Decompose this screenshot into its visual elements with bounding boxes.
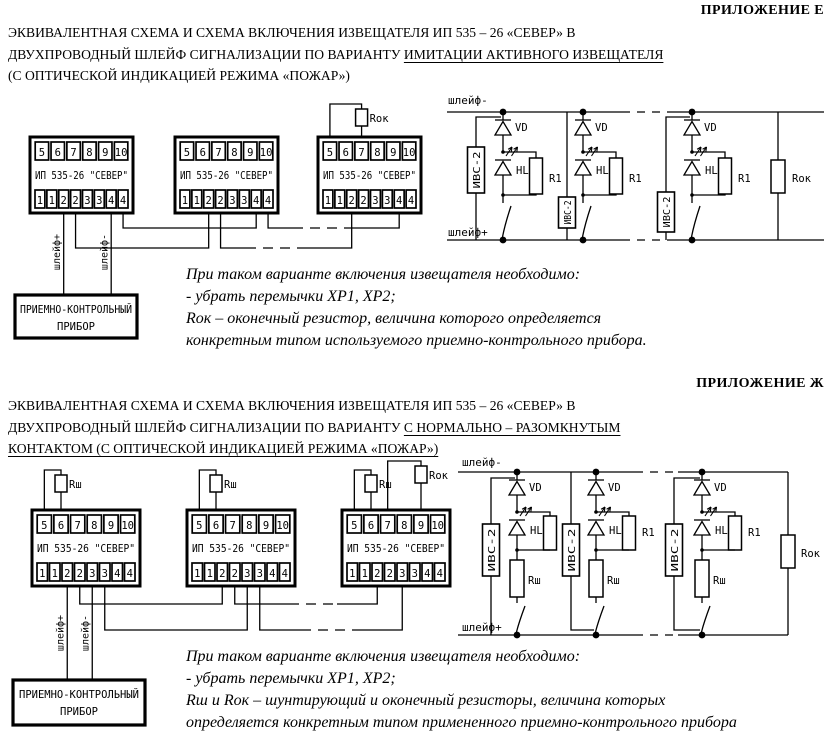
led-arrow-head bbox=[604, 507, 605, 511]
terminal-number: 7 bbox=[229, 520, 236, 532]
detector-terminal-block bbox=[175, 137, 278, 213]
component-label: HL bbox=[516, 165, 529, 177]
terminal-number: 3 bbox=[96, 195, 103, 207]
detector-terminal-block bbox=[318, 137, 421, 213]
resistor-box bbox=[55, 475, 67, 492]
resistor-box bbox=[771, 160, 785, 193]
equivalent-circuit-cell bbox=[694, 469, 761, 639]
ivs-label: ИВС-2 bbox=[562, 194, 574, 225]
wire bbox=[666, 117, 690, 192]
resistor-label: Rок bbox=[429, 470, 448, 482]
component-label: VD bbox=[529, 482, 542, 494]
detector-terminal-block bbox=[30, 137, 133, 213]
resistor-box bbox=[781, 535, 795, 568]
resistor-box bbox=[623, 516, 636, 550]
terminal-number: 2 bbox=[348, 195, 355, 207]
terminal-number: 1 bbox=[349, 568, 356, 580]
title-line: (С ОПТИЧЕСКОЙ ИНДИКАЦИЕЙ РЕЖИМА «ПОЖАР») bbox=[8, 68, 350, 84]
component-label: VD bbox=[608, 482, 621, 494]
terminal-number: 4 bbox=[396, 195, 403, 207]
led-arrow-head bbox=[710, 507, 711, 511]
wire-label: шлейф- bbox=[99, 233, 111, 271]
terminal-number: 10 bbox=[402, 147, 416, 159]
loop-label: шлейф+ bbox=[448, 226, 488, 239]
led-arrow-head bbox=[525, 507, 526, 511]
ivs-unit bbox=[666, 478, 701, 630]
vd-diode-triangle bbox=[684, 122, 700, 136]
terminal-number: 9 bbox=[247, 147, 254, 159]
terminal-number: 3 bbox=[84, 195, 91, 207]
equivalent-circuit-cell bbox=[509, 469, 557, 639]
wire-label: шлейф- bbox=[80, 614, 92, 652]
terminal-number: 10 bbox=[114, 147, 128, 159]
switch-blade bbox=[702, 606, 711, 632]
terminal-number: 5 bbox=[326, 147, 334, 159]
terminal-number: 6 bbox=[54, 147, 61, 159]
note-line: Rш и Rок – шунтирующий и оконечный резисторы, величина которых bbox=[186, 692, 666, 709]
hl-led-triangle bbox=[588, 522, 604, 536]
resistor-bridge bbox=[330, 104, 389, 137]
note-line: Rок – оконечный резистор, величина которого определяется bbox=[186, 310, 602, 327]
terminal-number: 4 bbox=[126, 568, 133, 580]
terminal-number: 1 bbox=[193, 195, 200, 207]
resistor-box bbox=[210, 475, 222, 492]
terminal-number: 4 bbox=[281, 568, 288, 580]
terminal-number: 3 bbox=[256, 568, 263, 580]
detector-terminal-block bbox=[342, 510, 450, 586]
ivs-label: ИВС-2 bbox=[566, 541, 578, 572]
switch-blade bbox=[583, 206, 592, 237]
resistor-label: Rш bbox=[69, 479, 82, 491]
component-label: VD bbox=[704, 122, 717, 134]
component-label: VD bbox=[515, 122, 528, 134]
junction-dot bbox=[689, 237, 696, 244]
appendix-e-title bbox=[8, 22, 663, 87]
vd-diode-triangle bbox=[588, 482, 604, 496]
hl-led-triangle bbox=[694, 522, 710, 536]
terminal-number: 4 bbox=[108, 195, 115, 207]
note-line: конкретным типом используемого приемно-контрольного прибора. bbox=[186, 332, 647, 349]
loop-label: шлейф- bbox=[448, 94, 488, 107]
ivs-label: ИВС-2 bbox=[471, 158, 483, 189]
appendix-e-notes bbox=[186, 264, 647, 352]
ivs-label: ИВС-2 bbox=[661, 197, 673, 228]
terminal-number: 5 bbox=[351, 520, 358, 532]
led-arrow-head bbox=[597, 147, 598, 151]
switch-blade bbox=[503, 206, 512, 237]
resistor-bridge bbox=[44, 470, 81, 510]
panel-outline bbox=[13, 680, 145, 725]
wire bbox=[235, 586, 289, 604]
terminal-number: 7 bbox=[215, 147, 222, 159]
vd-diode-triangle bbox=[575, 122, 591, 136]
detector-model-label: ИП 535-26 "СЕВЕР" bbox=[323, 169, 416, 182]
terminal-number: 2 bbox=[60, 195, 67, 207]
hl-led-triangle bbox=[575, 162, 591, 176]
junction-dot bbox=[580, 237, 587, 244]
wire bbox=[123, 213, 256, 228]
terminal-number: 3 bbox=[241, 195, 248, 207]
terminal-number: 9 bbox=[102, 147, 109, 159]
terminal-number: 1 bbox=[206, 568, 213, 580]
detector-model-label: ИП 535-26 "СЕВЕР" bbox=[347, 542, 445, 555]
loop-label: шлейф- bbox=[462, 456, 502, 469]
note-line: определяется конкретным типом примененного приемно-контрольного прибора bbox=[186, 714, 737, 731]
terminal-number: 2 bbox=[64, 568, 71, 580]
title-line bbox=[8, 417, 620, 439]
led-arrow-head bbox=[610, 507, 611, 511]
switch-blade bbox=[692, 206, 701, 237]
resistor-box bbox=[510, 560, 524, 597]
panel-label: ПРИБОР bbox=[60, 706, 98, 718]
terminal-number: 2 bbox=[219, 568, 226, 580]
title-line-part: ДВУХПРОВОДНЫЙ ШЛЕЙФ СИГНАЛИЗАЦИИ ПО ВАРИАНТУ bbox=[8, 419, 404, 435]
terminal-number: 2 bbox=[76, 568, 83, 580]
vd-diode-triangle bbox=[694, 482, 710, 496]
component-label: HL bbox=[596, 165, 609, 177]
equivalent-circuit-cell bbox=[575, 109, 642, 244]
resistor-box bbox=[695, 560, 709, 597]
wire-label: шлейф+ bbox=[55, 614, 67, 652]
component-label: HL bbox=[530, 525, 543, 537]
terminal-number: 8 bbox=[86, 147, 93, 159]
appendix-zh-title bbox=[8, 395, 620, 460]
led-arrow-head bbox=[517, 147, 518, 151]
title-line-underlined: ИМИТАЦИИ АКТИВНОГО ИЗВЕЩАТЕЛЯ bbox=[403, 46, 664, 62]
wire bbox=[348, 213, 399, 228]
terminal-number: 8 bbox=[91, 520, 98, 532]
terminal-number: 2 bbox=[72, 195, 79, 207]
wire bbox=[491, 478, 515, 524]
terminal-number: 9 bbox=[107, 520, 115, 532]
resistor-bridge bbox=[199, 470, 236, 510]
resistor-label: Rш bbox=[607, 575, 620, 587]
terminal-number: 7 bbox=[384, 520, 391, 532]
resistor-label: R1 bbox=[629, 173, 642, 185]
wire bbox=[674, 478, 700, 524]
appendix-e-label: ПРИЛОЖЕНИЕ Е bbox=[700, 3, 824, 18]
terminal-number: 4 bbox=[114, 568, 121, 580]
junction-dot bbox=[500, 237, 507, 244]
led-arrow-head bbox=[531, 507, 532, 511]
switch-blade bbox=[517, 606, 526, 632]
equivalent-circuit-cell bbox=[684, 109, 751, 244]
terminal-number: 10 bbox=[431, 520, 444, 532]
terminal-number: 1 bbox=[194, 568, 201, 580]
resistor-box bbox=[356, 109, 368, 126]
note-line: При таком варианте включения извещателя необходимо: bbox=[186, 266, 581, 283]
terminal-number: 1 bbox=[336, 195, 343, 207]
resistor-box bbox=[719, 158, 732, 194]
resistor-label: R1 bbox=[642, 527, 655, 539]
junction-dot bbox=[514, 632, 521, 639]
junction-dot bbox=[593, 632, 600, 639]
hl-led-triangle bbox=[495, 162, 511, 176]
terminal-number: 6 bbox=[199, 147, 206, 159]
terminal-number: 4 bbox=[269, 568, 276, 580]
wire bbox=[268, 213, 293, 228]
junction-dot bbox=[699, 632, 706, 639]
terminal-number: 1 bbox=[39, 568, 46, 580]
equivalent-circuit-cell bbox=[495, 109, 562, 244]
title-line: ЭКВИВАЛЕНТНАЯ СХЕМА И СХЕМА ВКЛЮЧЕНИЯ ИЗВЕЩАТЕЛЯ ИП 535 – 26 «СЕВЕР» В bbox=[8, 25, 576, 40]
terminal-number: 3 bbox=[411, 568, 418, 580]
terminal-number: 9 bbox=[262, 520, 270, 532]
detector-model-label: ИП 535-26 "СЕВЕР" bbox=[180, 169, 273, 182]
resistor-label: R1 bbox=[549, 173, 562, 185]
ivs-label: ИВС-2 bbox=[486, 541, 498, 572]
resistor-label: Rш bbox=[528, 575, 541, 587]
terminal-number: 4 bbox=[424, 568, 431, 580]
wire bbox=[260, 586, 301, 630]
terminal-number: 4 bbox=[253, 195, 260, 207]
terminal-number: 6 bbox=[57, 520, 65, 532]
appendix-zh-notes bbox=[186, 646, 737, 733]
equivalent-circuit-cell bbox=[588, 469, 655, 639]
note-line: - убрать перемычки ХР1, ХР2; bbox=[186, 670, 396, 687]
terminal-number: 3 bbox=[384, 195, 391, 207]
terminal-number: 10 bbox=[276, 520, 289, 532]
led-arrow-head bbox=[511, 147, 512, 151]
terminal-number: 1 bbox=[36, 195, 44, 207]
terminal-number: 3 bbox=[399, 568, 406, 580]
title-line bbox=[8, 44, 663, 66]
loop-label: шлейф+ bbox=[462, 621, 502, 634]
detector-terminal-block bbox=[187, 510, 295, 586]
terminal-number: 4 bbox=[407, 195, 415, 207]
terminal-number: 4 bbox=[264, 195, 272, 207]
terminal-number: 2 bbox=[360, 195, 367, 207]
terminal-number: 5 bbox=[196, 520, 203, 532]
wire bbox=[301, 213, 352, 248]
resistor-label: Rш bbox=[713, 575, 726, 587]
led-arrow-head bbox=[716, 507, 717, 511]
control-panel-box bbox=[13, 680, 145, 725]
terminal-number: 10 bbox=[259, 147, 273, 159]
panel-label: ПРИЕМНО-КОНТРОЛЬНЫЙ bbox=[19, 689, 140, 701]
note-line: При таком варианте включения извещателя необходимо: bbox=[186, 648, 581, 665]
vd-diode-triangle bbox=[509, 482, 525, 496]
led-arrow-head bbox=[591, 147, 592, 151]
terminal-number: 7 bbox=[70, 147, 77, 159]
resistor-box bbox=[415, 466, 427, 483]
title-line bbox=[8, 438, 620, 460]
vd-diode-triangle bbox=[495, 122, 511, 136]
terminal-number: 8 bbox=[374, 147, 381, 159]
terminal-number: 2 bbox=[231, 568, 238, 580]
terminal-number: 8 bbox=[401, 520, 408, 532]
wire bbox=[337, 586, 377, 604]
terminal-number: 6 bbox=[212, 520, 220, 532]
ivs-unit bbox=[483, 478, 516, 635]
terminal-number: 8 bbox=[246, 520, 253, 532]
ivs-unit bbox=[563, 472, 595, 630]
led-arrow-head bbox=[706, 147, 707, 151]
terminal-number: 8 bbox=[231, 147, 238, 159]
terminal-number: 9 bbox=[417, 520, 425, 532]
panel-label: ПРИЕМНО-КОНТРОЛЬНЫЙ bbox=[20, 304, 141, 316]
resistor-label: Rок bbox=[801, 548, 820, 560]
component-label: HL bbox=[705, 165, 718, 177]
title-line-underlined: С НОРМАЛЬНО – РАЗОМКНУТЫМ bbox=[403, 419, 621, 435]
led-arrow-head bbox=[700, 147, 701, 151]
terminal-number: 2 bbox=[217, 195, 224, 207]
component-label: HL bbox=[609, 525, 622, 537]
wire-label: шлейф+ bbox=[51, 233, 63, 271]
resistor-box bbox=[544, 516, 557, 550]
terminal-number: 7 bbox=[358, 147, 365, 159]
resistor-label: Rок bbox=[369, 113, 389, 125]
wire bbox=[221, 213, 246, 248]
hl-led-triangle bbox=[684, 162, 700, 176]
detector-model-label: ИП 535-26 "СЕВЕР" bbox=[35, 169, 128, 182]
resistor-box bbox=[365, 475, 377, 492]
resistor-box bbox=[610, 158, 623, 194]
component-label: VD bbox=[714, 482, 727, 494]
title-line-part: ДВУХПРОВОДНЫЙ ШЛЕЙФ СИГНАЛИЗАЦИИ ПО ВАРИАНТУ bbox=[8, 46, 404, 62]
terminal-number: 1 bbox=[181, 195, 189, 207]
terminal-number: 3 bbox=[89, 568, 96, 580]
resistor-label: R1 bbox=[738, 173, 751, 185]
wire bbox=[105, 586, 248, 630]
terminal-number: 3 bbox=[101, 568, 108, 580]
title-line-underlined: КОНТАКТОМ (С ОПТИЧЕСКОЙ ИНДИКАЦИЕЙ РЕЖИМА «ПОЖАР») bbox=[8, 441, 439, 457]
resistor-box bbox=[729, 516, 742, 550]
switch-blade bbox=[596, 606, 605, 632]
terminal-number: 2 bbox=[374, 568, 381, 580]
detector-model-label: ИП 535-26 "СЕВЕР" bbox=[37, 542, 135, 555]
resistor-label: R1 bbox=[748, 527, 761, 539]
wire bbox=[76, 213, 209, 248]
component-label: HL bbox=[715, 525, 728, 537]
terminal-number: 5 bbox=[38, 147, 46, 159]
terminal-number: 1 bbox=[48, 195, 55, 207]
detector-model-label: ИП 535-26 "СЕВЕР" bbox=[192, 542, 290, 555]
terminal-number: 4 bbox=[119, 195, 127, 207]
terminal-number: 6 bbox=[342, 147, 349, 159]
resistor-label: Rок bbox=[792, 173, 811, 185]
terminal-number: 2 bbox=[205, 195, 212, 207]
terminal-number: 3 bbox=[372, 195, 379, 207]
terminal-number: 6 bbox=[367, 520, 375, 532]
hl-led-triangle bbox=[509, 522, 525, 536]
terminal-number: 9 bbox=[390, 147, 397, 159]
panel-label: ПРИБОР bbox=[57, 321, 95, 333]
terminal-number: 5 bbox=[183, 147, 191, 159]
component-label: VD bbox=[595, 122, 608, 134]
resistor-bridge bbox=[388, 461, 449, 510]
detector-terminal-block bbox=[32, 510, 140, 586]
terminal-number: 1 bbox=[361, 568, 368, 580]
terminal-number: 2 bbox=[386, 568, 393, 580]
wire bbox=[80, 586, 223, 604]
control-panel-box bbox=[15, 295, 141, 338]
appendix-zh-label: ПРИЛОЖЕНИЕ Ж bbox=[696, 376, 824, 391]
resistor-box bbox=[589, 560, 603, 597]
title-line: ЭКВИВАЛЕНТНАЯ СХЕМА И СХЕМА ВКЛЮЧЕНИЯ ИЗВЕЩАТЕЛЯ ИП 535 – 26 «СЕВЕР» В bbox=[8, 398, 576, 413]
terminal-number: 3 bbox=[244, 568, 251, 580]
terminal-number: 5 bbox=[41, 520, 48, 532]
resistor-label: Rш bbox=[379, 479, 392, 491]
resistor-bridge bbox=[354, 470, 391, 510]
terminal-number: 1 bbox=[324, 195, 332, 207]
note-line: - убрать перемычки ХР1, ХР2; bbox=[186, 288, 396, 305]
ivs-label: ИВС-2 bbox=[669, 541, 681, 572]
resistor-box bbox=[530, 158, 543, 194]
terminal-number: 4 bbox=[436, 568, 443, 580]
terminal-number: 3 bbox=[229, 195, 236, 207]
terminal-number: 1 bbox=[51, 568, 58, 580]
terminal-number: 10 bbox=[121, 520, 134, 532]
resistor-label: Rш bbox=[224, 479, 237, 491]
terminal-number: 7 bbox=[74, 520, 81, 532]
